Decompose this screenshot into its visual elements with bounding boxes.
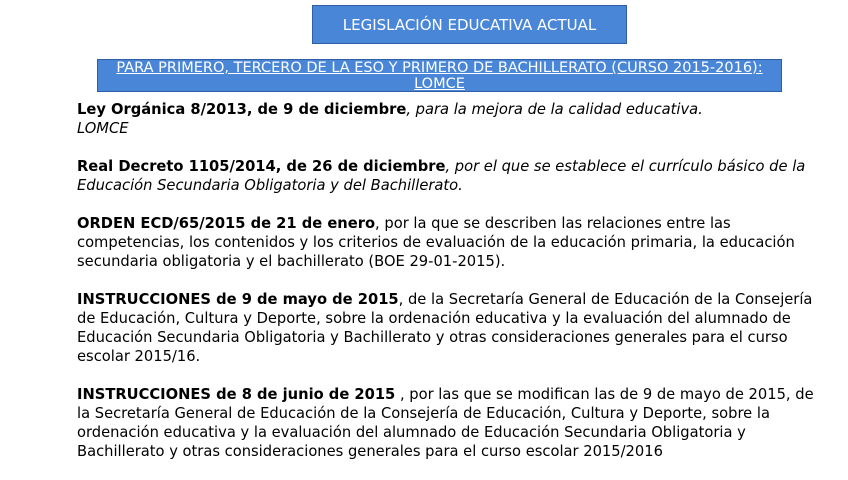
entry-description: , de la Secretaría General de Educación de la Consejería de Educación, Cultura y Deporte, sobre la ordenación educativa y la evaluación del alumnado de Educación Secundaria Obligatoria y Bachillerato y otras consideraciones generales para el curso escolar 2015/16. [77,291,813,365]
entry-title: INSTRUCCIONES de 9 de mayo de 2015 [77,291,399,308]
entry-title: Real Decreto 1105/2014, de 26 de diciembre [77,158,446,175]
entry-title: INSTRUCCIONES de 8 de junio de 2015 [77,386,396,403]
entry-description: , por las que se modifican las de 9 de mayo de 2015, de la Secretaría General de Educación de la Consejería de Educación, Cultura y Deporte, sobre la ordenación educativa y la evaluación del alumnado de Educación Secundaria Obligatoria y Bachillerato y otras consideraciones generales para el curso escolar 2015/2016 [77,386,814,460]
legislation-list [77,100,822,480]
page-subtitle: PARA PRIMERO, TERCERO DE LA ESO Y PRIMERO DE BACHILLERATO (CURSO 2015-2016): LOMCE [116,60,763,92]
entry-note: LOMCE [77,120,129,137]
title-banner [312,5,627,44]
subtitle-banner [97,59,782,92]
entry-title: Ley Orgánica 8/2013, de 9 de diciembre [77,101,407,118]
page-title: LEGISLACIÓN EDUCATIVA ACTUAL [342,15,597,34]
entry-description: , por el que se establece el currículo básico de la Educación Secundaria Obligatoria y del Bachillerato. [77,158,806,194]
entry-description: , por la que se describen las relaciones entre las competencias, los contenidos y los criterios de evaluación de la educación primaria, la educación secundaria obligatoria y el bachillerato (BOE 29-01-2015). [77,215,795,270]
list-item [77,290,822,366]
list-item [77,100,822,138]
list-item [77,385,822,461]
list-item [77,157,822,195]
entry-title: ORDEN ECD/65/2015 de 21 de enero [77,215,376,232]
list-item [77,214,822,271]
entry-description: , para la mejora de la calidad educativa. [406,101,703,118]
